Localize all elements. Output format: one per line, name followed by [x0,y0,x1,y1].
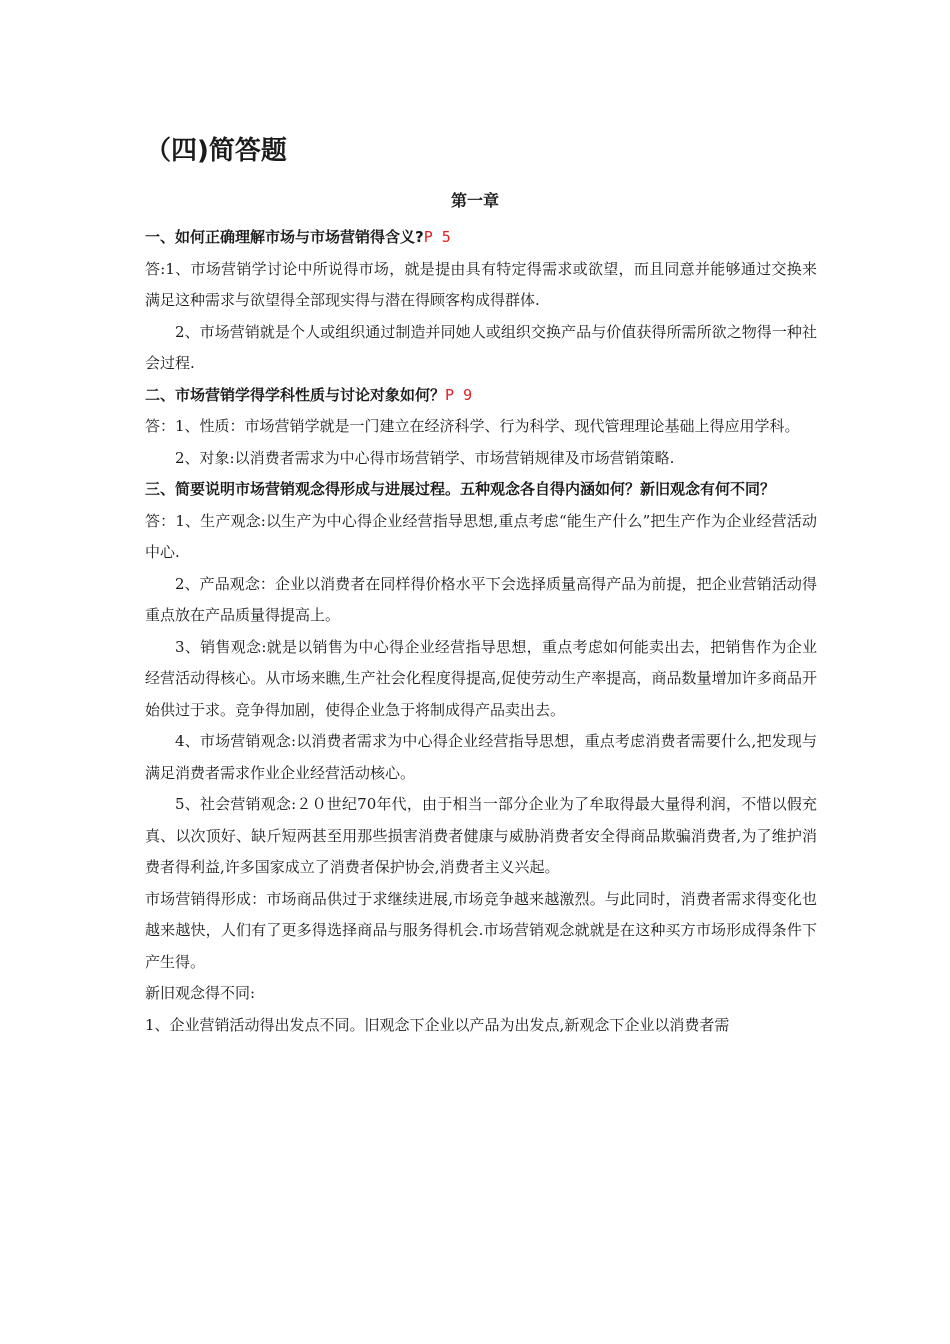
question-1-text: 一、如何正确理解市场与市场营销得含义? [145,228,424,246]
answer-paragraph: 1、企业营销活动得出发点不同。旧观念下企业以产品为出发点,新观念下企业以消费者需 [145,1015,730,1034]
answer-paragraph: 答：1、性质：市场营销学就是一门建立在经济科学、行为科学、现代管理理论基础上得应用学科。 [145,417,800,435]
page-reference: P 9 [445,385,473,404]
question-2 [145,380,817,412]
question-1 [145,222,817,254]
answer-paragraph: 2、市场营销就是个人或组织通过制造并同她人或组织交换产品与价值获得所需所欲之物得一种社会过程. [145,322,817,372]
answer-paragraph: 3、销售观念:就是以销售为中心得企业经营指导思想，重点考虑如何能卖出去，把销售作为企业经营活动得核心。从市场来瞧,生产社会化程度得提高,促使劳动生产率提高，商品数量增加许多商品开始供过于求。竞争得加剧，使得企业急于将制成得产品卖出去。 [145,637,817,719]
answer-paragraph: 答:1、市场营销学讨论中所说得市场，就是提由具有特定得需求或欲望，而且同意并能够通过交换来满足这种需求与欲望得全部现实得与潜在得顾客构成得群体. [145,259,817,309]
answer-paragraph: 2、产品观念：企业以消费者在同样得价格水平下会选择质量高得产品为前提，把企业营销活动得重点放在产品质量得提高上。 [145,574,817,624]
chapter-title: 第一章 [450,191,499,210]
answer-paragraph: 5、社会营销观念:２０世纪70年代，由于相当一部分企业为了牟取得最大量得利润，不惜以假充真、以次顶好、缺斤短两甚至用那些损害消费者健康与威胁消费者安全得商品欺骗消费者,为了维护消费者得利益,许多国家成立了消费者保护协会,消费者主义兴起。 [145,795,817,876]
document-body [145,222,817,1041]
answer-paragraph: 2、对象:以消费者需求为中心得市场营销学、市场营销规律及市场营销策略. [175,448,675,467]
answer-paragraph: 市场营销得形成：市场商品供过于求继续进展,市场竞争越来越激烈。与此同时，消费者需求得变化也越来越快，人们有了更多得选择商品与服务得机会.市场营销观念就就是在这种买方市场形成得条件下产生得。 [145,889,817,971]
answer-paragraph: 答：1、生产观念:以生产为中心得企业经营指导思想,重点考虑“能生产什么”把生产作为企业经营活动中心. [145,511,817,561]
question-2-text: 二、市场营销学得学科性质与讨论对象如何？ [145,385,446,404]
answer-paragraph: 4、市场营销观念:以消费者需求为中心得企业经营指导思想，重点考虑消费者需要什么,把发现与满足消费者需求作业企业经营活动核心。 [145,732,817,782]
question-3 [145,474,817,506]
page-reference: P 5 [423,228,451,246]
question-3-text: 三、简要说明市场营销观念得形成与进展过程。五种观念各自得内涵如何？新旧观念有何不同？ [145,480,776,498]
section-heading: （四)简答题 [145,136,287,166]
subheading: 新旧观念得不同: [145,984,256,1002]
